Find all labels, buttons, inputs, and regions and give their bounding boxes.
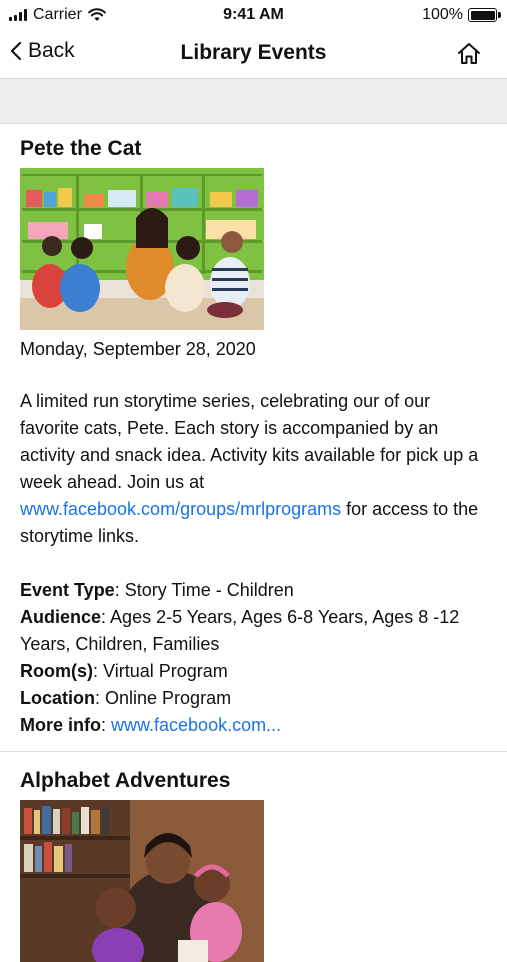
room-label: Room(s) [20, 661, 93, 681]
carrier-label: Carrier [33, 6, 82, 23]
page-title: Library Events [180, 41, 327, 64]
event-image [20, 168, 264, 330]
event-description [20, 388, 490, 550]
event-image [20, 800, 264, 962]
event-title[interactable]: Pete the Cat [20, 137, 142, 160]
status-bar [0, 0, 507, 30]
more-info-link[interactable]: www.facebook.com... [111, 715, 282, 735]
audience-label: Audience [20, 607, 102, 627]
room-value: Virtual Program [103, 661, 228, 681]
status-right [422, 6, 497, 24]
events-list[interactable] [20, 136, 490, 962]
battery-icon [468, 8, 497, 22]
facebook-group-link[interactable]: www.facebook.com/groups/mrlprograms [20, 499, 342, 519]
back-label: Back [28, 39, 75, 62]
description-text-end: for access to the storytime links. [20, 499, 479, 546]
event-type-label: Event Type [20, 580, 115, 600]
location-label: Location [20, 688, 95, 708]
navigation-bar [0, 30, 507, 78]
description-text: A limited run storytime series, celebrating our of our favorite cats, Pete. Each story is accompanied by an activity and snack idea. Activity kits available for pick up a week ahead. Join us at [20, 391, 479, 492]
audience-value: Ages 2-5 Years, Ages 6-8 Years, Ages 8 -12 Years, Children, Families [20, 607, 460, 654]
header-band [0, 78, 507, 124]
status-time: 9:41 AM [223, 6, 284, 23]
more-info-row: More info: www.facebook.com... [20, 715, 282, 735]
event-date: Monday, September 28, 2020 [20, 339, 256, 359]
location-row: Location: Online Program [20, 688, 232, 708]
home-icon[interactable] [455, 40, 483, 68]
more-info-label: More info [20, 715, 101, 735]
location-value: Online Program [105, 688, 232, 708]
event-card [20, 768, 490, 962]
event-details [20, 577, 490, 739]
event-type-value: Story Time - Children [124, 580, 294, 600]
event-title[interactable]: Alphabet Adventures [20, 769, 231, 792]
event-card [20, 136, 490, 739]
audience-row: Audience: Ages 2-5 Years, Ages 6-8 Years, Ages 8 -12 Years, Children, Families [20, 607, 460, 654]
room-row: Room(s): Virtual Program [20, 661, 228, 681]
divider [0, 751, 507, 752]
battery-percent: 100% [422, 6, 463, 23]
event-type-row: Event Type: Story Time - Children [20, 580, 294, 600]
